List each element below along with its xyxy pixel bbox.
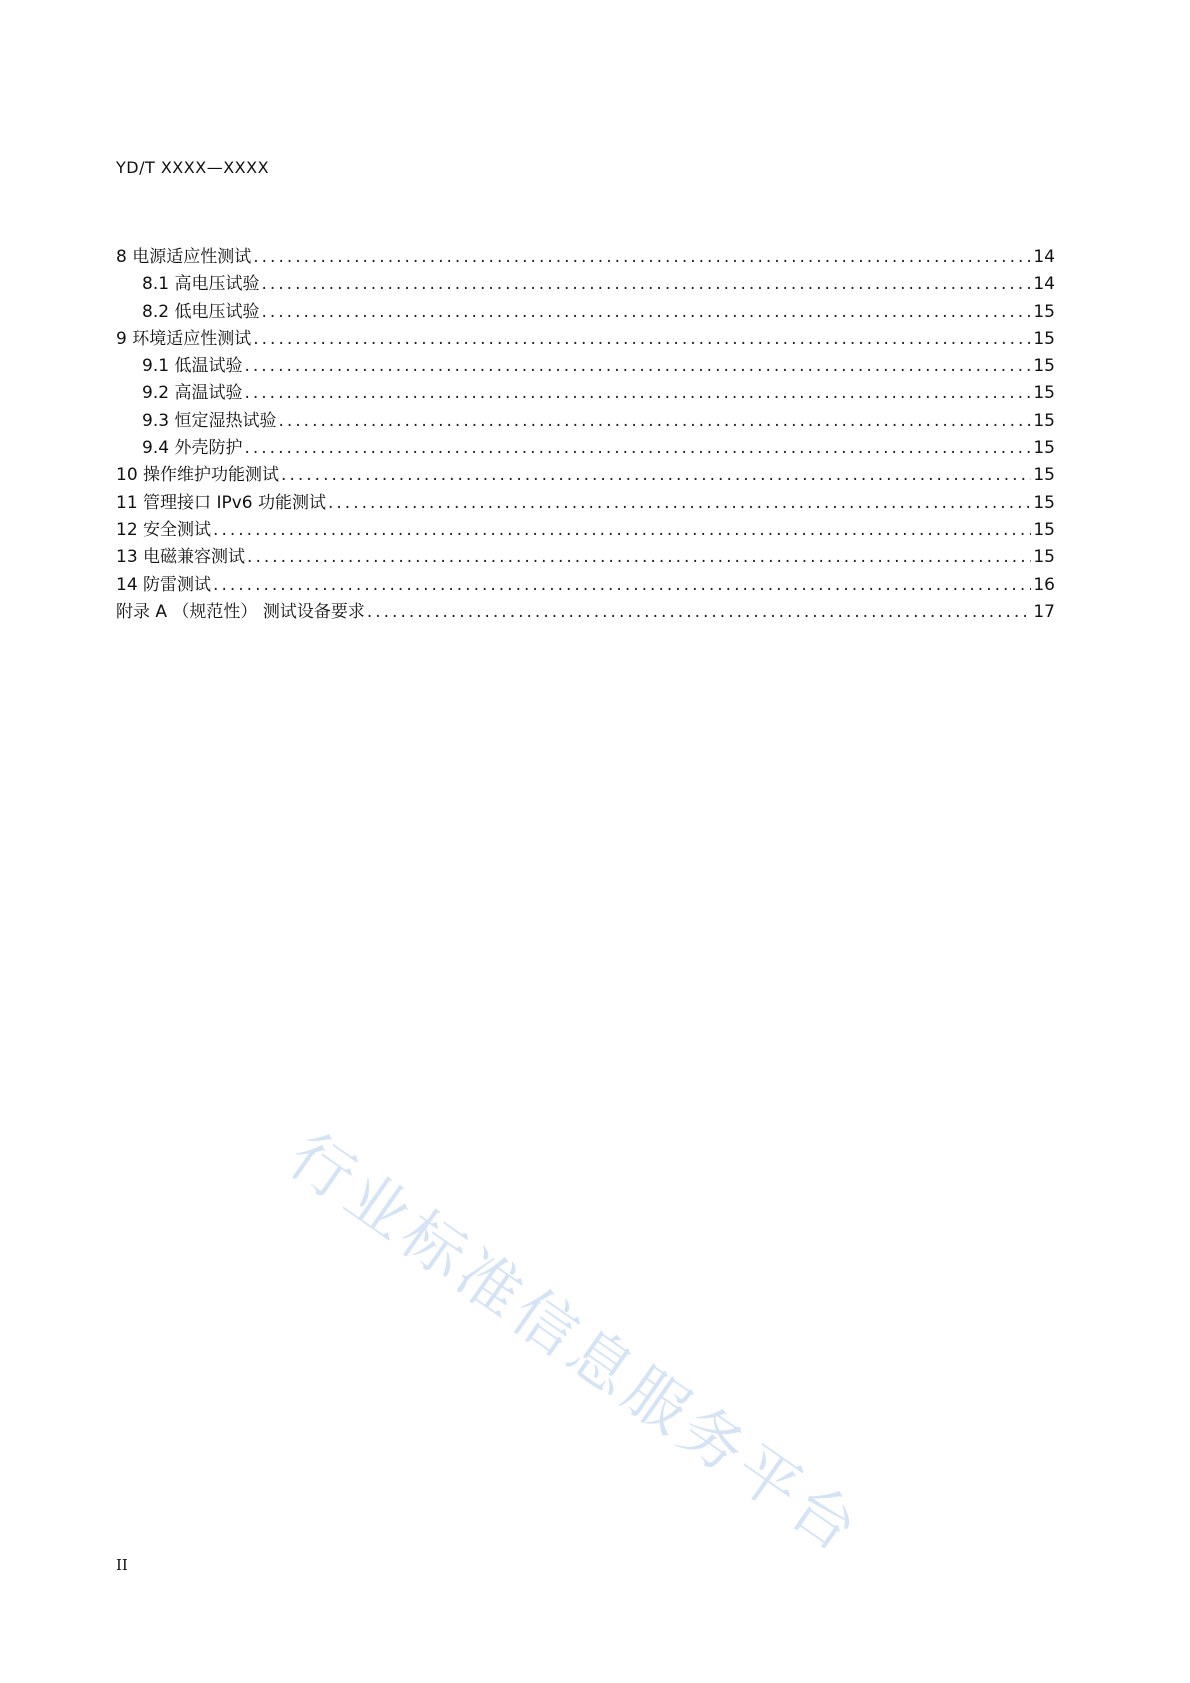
document-code: YD/T XXXX—XXXX (116, 158, 270, 177)
toc-entry-label: 附录 A （规范性） 测试设备要求 (116, 601, 365, 622)
watermark: 行业标准信息服务平台 (276, 1118, 876, 1569)
toc-entry[interactable] (116, 599, 1055, 626)
toc-entry[interactable] (116, 244, 1055, 271)
toc-entry-label: 8 电源适应性测试 (116, 247, 252, 267)
toc-leader-dots (278, 408, 1031, 435)
toc-entry-label: 9 环境适应性测试 (116, 328, 252, 349)
toc-entry[interactable] (116, 408, 1055, 435)
toc-entry-label: 13 电磁兼容测试 (116, 547, 246, 568)
toc-entry-page: 15 (1033, 328, 1055, 349)
toc-entry[interactable] (116, 572, 1055, 599)
toc-entry[interactable] (116, 544, 1055, 571)
toc-leader-dots (261, 299, 1031, 326)
toc-leader-dots (281, 462, 1031, 489)
toc-entry[interactable] (116, 462, 1055, 489)
toc-entry[interactable] (116, 326, 1055, 353)
toc-entry-page: 15 (1033, 492, 1055, 513)
toc-leader-dots (244, 435, 1031, 462)
toc-entry-page: 17 (1033, 601, 1055, 622)
toc-leader-dots (244, 353, 1031, 380)
toc-entry[interactable] (116, 299, 1055, 326)
toc-entry-page: 14 (1033, 247, 1055, 267)
toc-entry[interactable] (116, 380, 1055, 407)
toc-leader-dots (261, 271, 1031, 298)
toc-entry[interactable] (116, 490, 1055, 517)
toc-leader-dots (247, 544, 1031, 571)
toc-entry[interactable] (116, 435, 1055, 462)
toc-leader-dots (328, 490, 1031, 517)
toc-entry-label: 11 管理接口 IPv6 功能测试 (116, 492, 326, 513)
toc-entry-page: 15 (1033, 465, 1055, 486)
toc-entry-page: 15 (1033, 519, 1055, 540)
toc-entry-label: 8.2 低电压试验 (142, 301, 260, 322)
toc-entry[interactable] (116, 353, 1055, 380)
toc-leader-dots (253, 244, 1031, 271)
toc-entry-page: 15 (1033, 547, 1055, 568)
toc-entry-page: 16 (1033, 574, 1055, 595)
toc-leader-dots (213, 572, 1031, 599)
toc-entry-label: 9.3 恒定湿热试验 (142, 410, 277, 431)
page-number: II (116, 1556, 128, 1574)
table-of-contents (116, 244, 1055, 626)
toc-entry-label: 12 安全测试 (116, 519, 212, 540)
toc-leader-dots (244, 380, 1031, 407)
toc-entry-page: 15 (1033, 301, 1055, 322)
toc-entry[interactable] (116, 271, 1055, 298)
toc-entry-label: 9.4 外壳防护 (142, 438, 243, 459)
toc-leader-dots (367, 599, 1032, 626)
toc-entry-page: 14 (1033, 274, 1055, 295)
toc-leader-dots (213, 517, 1031, 544)
toc-entry-label: 10 操作维护功能测试 (116, 465, 280, 486)
toc-leader-dots (253, 326, 1031, 353)
toc-entry-label: 9.2 高温试验 (142, 383, 243, 404)
toc-entry-page: 15 (1033, 383, 1055, 404)
toc-entry-label: 14 防雷测试 (116, 574, 212, 595)
toc-entry[interactable] (116, 517, 1055, 544)
toc-entry-page: 15 (1033, 438, 1055, 459)
toc-entry-label: 9.1 低温试验 (142, 356, 243, 377)
toc-entry-label: 8.1 高电压试验 (142, 274, 260, 295)
toc-entry-page: 15 (1033, 410, 1055, 431)
toc-entry-page: 15 (1033, 356, 1055, 377)
